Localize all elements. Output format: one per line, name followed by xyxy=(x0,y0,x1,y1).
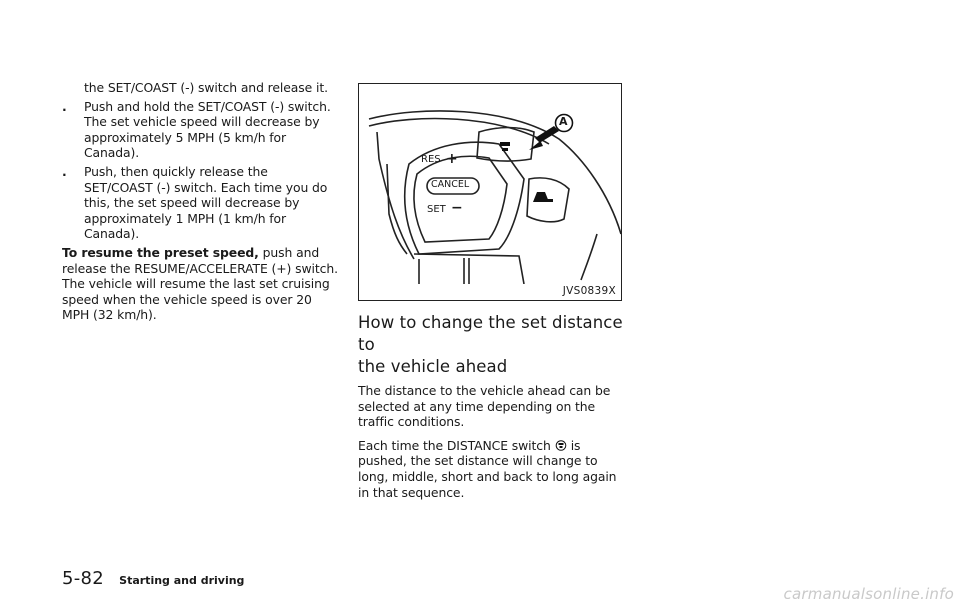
bullet-item xyxy=(62,164,340,242)
plus-label: + xyxy=(446,151,458,167)
resume-text: push and release the RESUME/ACCELERATE (+) switch. The vehicle will resume the last set cruising speed when the vehicle speed is over 20 MPH (32 km/h). xyxy=(62,244,338,323)
bullet-text: Push and hold the SET/COAST (-) switch. The set vehicle speed will decrease by approximately 5 MPH (5 km/h for Canada). xyxy=(84,98,331,161)
paragraph: The distance to the vehicle ahead can be selected at any time depending on the traffic conditions. xyxy=(358,383,611,430)
continuation-text: the SET/COAST (-) switch and release it. xyxy=(84,80,328,95)
watermark: carmanualsonline.info xyxy=(783,585,954,603)
bullet-text: Push, then quickly release the SET/COAST (-) switch. Each time you do this, the set speed will decrease by approximately 1 MPH (1 km/h for Canada). xyxy=(84,163,328,242)
bullet-dot: . xyxy=(62,98,67,114)
bullet-dot: . xyxy=(62,163,67,179)
heading-line-2: the vehicle ahead xyxy=(358,357,508,376)
page-footer xyxy=(62,568,244,589)
heading-line-1: How to change the set distance to xyxy=(358,313,623,354)
cancel-label: CANCEL xyxy=(431,179,470,190)
callout-a: A xyxy=(559,115,568,128)
steering-switch-illustration xyxy=(359,84,621,284)
bullet-item xyxy=(62,99,340,161)
resume-lead: To resume the preset speed, xyxy=(62,244,259,260)
section-heading xyxy=(358,312,626,378)
resume-paragraph xyxy=(62,245,340,323)
right-column xyxy=(358,300,626,508)
steering-switch-figure xyxy=(358,83,622,301)
paragraph-part: is pushed, the set distance will change to long, middle, short and back to long again in that sequence. xyxy=(358,437,617,500)
paragraph xyxy=(358,438,626,500)
figure-label: JVS0839X xyxy=(562,285,616,297)
minus-label: − xyxy=(451,200,463,216)
set-label: SET xyxy=(427,204,446,215)
paragraph-part: Each time the DISTANCE switch xyxy=(358,437,551,453)
page-number: 5-82 xyxy=(62,568,105,589)
distance-switch-icon xyxy=(554,440,568,451)
section-title: Starting and driving xyxy=(119,574,245,587)
res-label: RES xyxy=(421,154,441,165)
left-column xyxy=(62,80,340,323)
